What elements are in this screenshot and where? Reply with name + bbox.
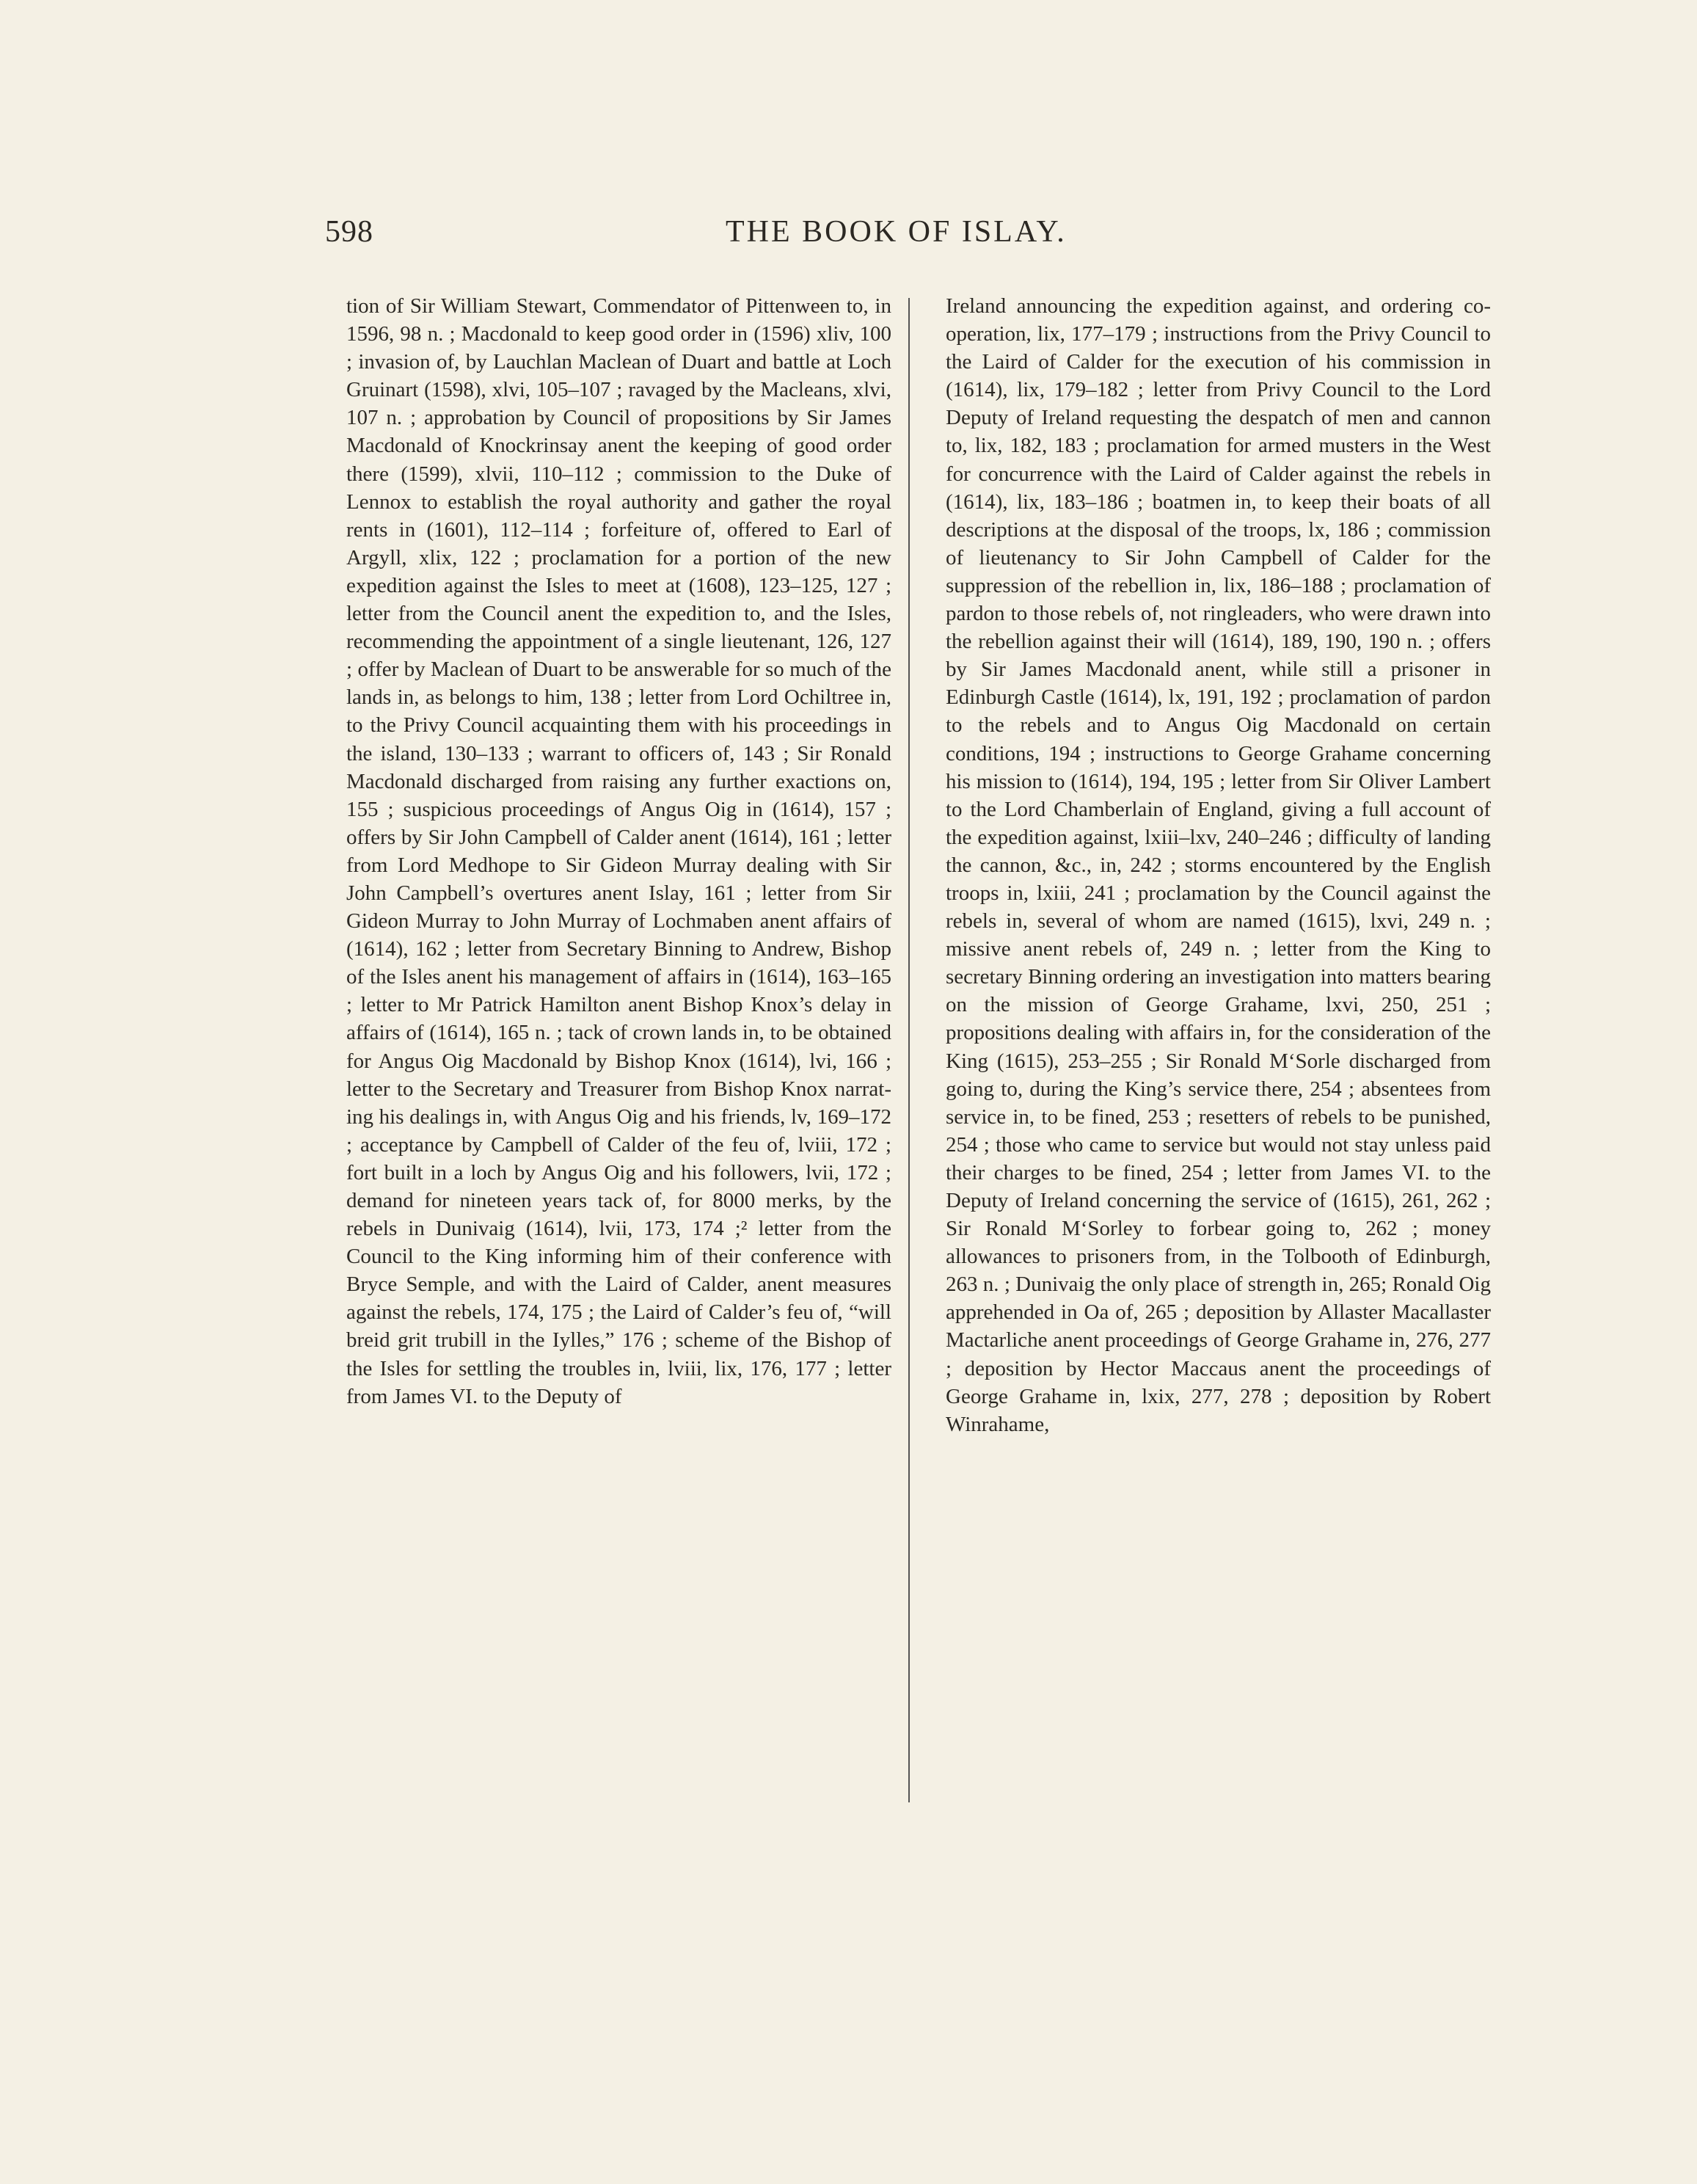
index-column-left: tion of Sir William Stewart, Commendator of Pittenween to, in 1596, 98 n. ; Macdonald to keep good order in (1596) xliv, 100 ; invasion of, by Lauchlan Maclean of Duart and battle at Loch Gruinart (1598), xlvi, 105–107 ; ravaged by the Macleans, xlvi, 107 n. ; approbation by Council of propositions by Sir James Macdonald of Knockrinsay anent the keeping of good order there (1599), xlvii, 110–112 ; commission to the Duke of Lennox to establish the royal authority and gather the royal rents in (1601), 112–114 ; forfeiture of, offered to Earl of Argyll, xlix, 122 ; proclamation for a portion of the new expedition against the Isles to meet at (1608), 123–125, 127 ; letter from the Council anent the expedition to, and the Isles, recommending the appointment of a single lieutenant, 126, 127 ; offer by Maclean of Duart to be answerable for so much of the lands in, as belongs to him, 138 ; letter from Lord Ochiltree in, to the Privy Council acquainting them with his proceedings in the island, 130–133 ; warrant to officers of, 143 ; Sir Ronald Macdonald discharged from raising any further exactions on, 155 ; suspicious proceedings of Angus Oig in (1614), 157 ; offers by Sir John Campbell of Calder anent (1614), 161 ; letter from Lord Medhope to Sir Gideon Murray dealing with Sir John Campbell’s overtures anent Islay, 161 ; letter from Sir Gideon Murray to John Murray of Lochmaben anent affairs of (1614), 162 ; letter from Secretary Binning to Andrew, Bishop of the Isles anent his management of affairs in (1614), 163–165 ; letter to Mr Patrick Hamilton anent Bishop Knox’s delay in affairs of (1614), 165 n. ; tack of crown lands in, to be obtained for Angus Oig Macdonald by Bishop Knox (1614), lvi, 166 ; letter to the Secretary and Treasurer from Bishop Knox narrating his dealings in, with Angus Oig and his friends, lv, 169–172 ; acceptance by Campbell of Calder of the feu of, lviii, 172 ; fort built in a loch by Angus Oig and his followers, lvii, 172 ; demand for nineteen years tack of, for 8000 merks, by the rebels in Dunivaig (1614), lvii, 173, 174 ;² letter from the Council to the King informing him of their conference with Bryce Semple, and with the Laird of Calder, anent measures against the rebels, 174, 175 ; the Laird of Calder’s feu of, “will breid grit trubill in the Iylles,” 176 ; scheme of the Bishop of the Isles for settling the troubles in, lviii, lix, 176, 177 ; letter from James VI. to the Deputy of [346,294,891,1408]
running-title: THE BOOK OF ISLAY. [726,215,1067,249]
index-column-right: Ireland announcing the expedition against, and ordering co-operation, lix, 177–179 ; instructions from the Privy Council to the Laird of Calder for the execution of his commission in (1614), lix, 179–182 ; letter from Privy Council to the Lord Deputy of Ireland requesting the despatch of men and cannon to, lix, 182, 183 ; proclamation for armed musters in the West for concurrence with the Laird of Calder against the rebels in (1614), lix, 183–186 ; boatmen in, to keep their boats of all descriptions at the disposal of the troops, lx, 186 ; commission of lieutenancy to Sir John Campbell of Calder for the suppression of the rebellion in, lix, 186–188 ; proclamation of pardon to those rebels of, not ringleaders, who were drawn into the rebellion against their will (1614), 189, 190, 190 n. ; offers by Sir James Macdonald anent, while still a prisoner in Edinburgh Castle (1614), lx, 191, 192 ; proclamation of pardon to the rebels and to Angus Oig Macdonald on certain conditions, 194 ; instructions to George Grahame concerning his mission to (1614), 194, 195 ; letter from Sir Oliver Lambert to the Lord Chamberlain of England, giving a full account of the expedition against, lxiii–lxv, 240–246 ; difficulty of landing the cannon, &c., in, 242 ; storms encountered by the English troops in, lxiii, 241 ; proclamation by the Council against the rebels in, several of whom are named (1615), lxvi, 249 n. ; missive anent rebels of, 249 n. ; letter from the King to secretary Binning ordering an investigation into matters bearing on the mission of George Grahame, lxvi, 250, 251 ; propositions dealing with affairs in, for the consideration of the King (1615), 253–255 ; Sir Ronald M‘Sorle discharged from going to, during the King’s service there, 254 ; absentees from service in, to be fined, 253 ; resetters of rebels to be punished, 254 ; those who came to service but would not stay unless paid their charges to be fined, 254 ; letter from James VI. to the Deputy of Ireland concerning the service of (1615), 261, 262 ; Sir Ronald M‘Sorley to forbear going to, 262 ; money allowances to prisoners from, in the Tolbooth of Edinburgh, 263 n. ; Dunivaig the only place of strength in, 265; Ronald Oig apprehended in Oa of, 265 ; deposition by Allaster Macallaster Mactarliche anent proceedings of George Grahame in, 276, 277 ; deposition by Hector Maccaus anent the proceedings of George Grahame in, lxix, 277, 278 ; deposition by Robert Winrahame, [946,294,1491,1436]
page-header [325,214,1081,258]
column-divider [908,298,910,1802]
page-number: 598 [325,215,373,249]
